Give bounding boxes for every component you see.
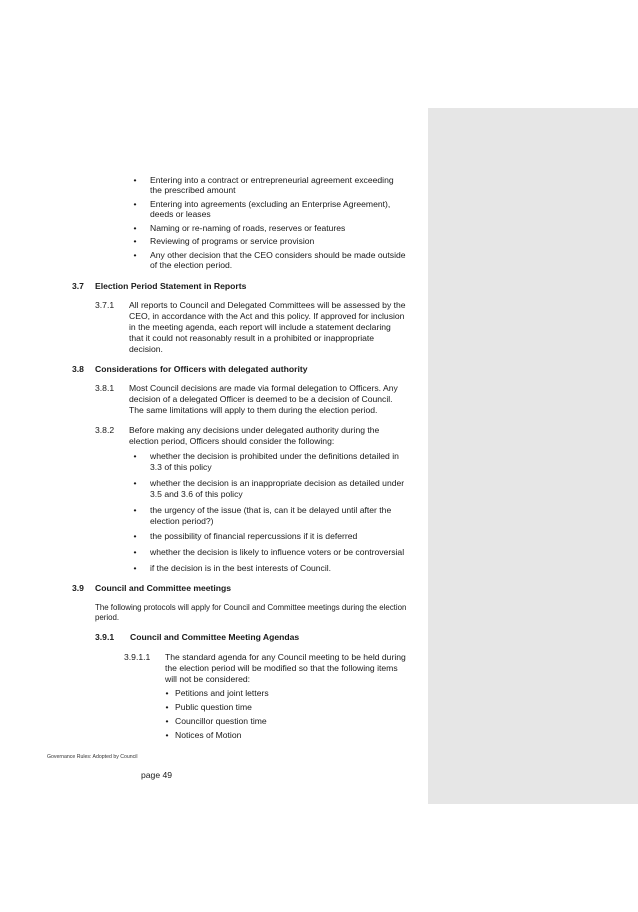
bullet-text: Naming or re-naming of roads, reserves or features — [150, 223, 346, 233]
bullet-marker: • — [133, 223, 137, 233]
section-heading: Council and Committee meetings — [95, 583, 232, 593]
bullet-text: Public question time — [175, 702, 252, 712]
bullet-text: whether the decision is likely to influence voters or be controversial — [150, 547, 405, 557]
paragraph-line: will not be considered: — [165, 674, 251, 684]
bullet-text: Entering into agreements (excluding an Enterprise Agreement), — [150, 199, 391, 209]
bullet-text: Councillor question time — [175, 716, 267, 726]
bullet-text: of the election period. — [150, 260, 233, 270]
comment-pane — [428, 108, 638, 804]
paragraph-line: decision of a delegated Officer is deemed to be a decision of Council. — [129, 394, 393, 404]
bullet-marker: • — [165, 688, 169, 698]
paragraph-line: Before making any decisions under delegated authority during the — [129, 425, 380, 435]
paragraph-line: that it could not reasonably result in a prohibited or inappropriate — [129, 333, 375, 343]
paragraph-line: The following protocols will apply for Council and Committee meetings during the election — [95, 603, 407, 612]
bullet-text: the prescribed amount — [150, 185, 236, 195]
section-number: 3.9 — [72, 583, 84, 593]
bullet-marker: • — [133, 451, 137, 461]
bullet-text: the possibility of financial repercussions if it is deferred — [150, 531, 358, 541]
section-number: 3.8 — [72, 364, 84, 374]
paragraph-line: All reports to Council and Delegated Committees will be assessed by the — [129, 300, 406, 310]
subsection-number: 3.9.1 — [95, 632, 115, 642]
bullet-text: whether the decision is prohibited under the definitions detailed in — [150, 451, 399, 461]
bullet-text: 3.3 of this policy — [150, 462, 212, 472]
bullet-text: Petitions and joint letters — [175, 688, 269, 698]
bullet-text: whether the decision is an inappropriate decision as detailed under — [150, 478, 405, 488]
footer-text: Governance Rules: Adopted by Council — [47, 754, 138, 760]
bullet-text: if the decision is in the best interests of Council. — [150, 563, 332, 573]
bullet-marker: • — [133, 531, 137, 541]
bullet-marker: • — [133, 505, 137, 515]
paragraph-number: 3.8.1 — [95, 383, 115, 393]
bullet-marker: • — [165, 730, 169, 740]
bullet-marker: • — [133, 563, 137, 573]
bullet-marker: • — [165, 716, 169, 726]
bullet-marker: • — [133, 478, 137, 488]
bullet-marker: • — [133, 199, 137, 209]
paragraph-line: the election period will be modified so that the following items — [165, 663, 398, 673]
paragraph-line: decision. — [129, 344, 163, 354]
section-heading: Considerations for Officers with delegated authority — [95, 364, 308, 374]
bullet-text: Notices of Motion — [175, 730, 242, 740]
bullet-marker: • — [165, 702, 169, 712]
page-number: page 49 — [141, 770, 173, 780]
paragraph-number: 3.7.1 — [95, 300, 115, 310]
section-heading: Election Period Statement in Reports — [95, 281, 247, 291]
bullet-text: deeds or leases — [150, 209, 211, 219]
paragraph-line: period. — [95, 613, 120, 622]
bullet-text: Entering into a contract or entrepreneurial agreement exceeding — [150, 175, 394, 185]
bullet-text: 3.5 and 3.6 of this policy — [150, 489, 243, 499]
paragraph-line: Most Council decisions are made via formal delegation to Officers. Any — [129, 383, 398, 393]
subsection-heading: Council and Committee Meeting Agendas — [130, 632, 300, 642]
bullet-marker: • — [133, 547, 137, 557]
bullet-marker: • — [133, 236, 137, 246]
paragraph-line: election period, Officers should consider the following: — [129, 436, 335, 446]
paragraph-line: in the meeting agenda, each report will include a statement declaring — [129, 322, 391, 332]
paragraph-line: The standard agenda for any Council meeting to be held during — [165, 652, 406, 662]
section-number: 3.7 — [72, 281, 84, 291]
bullet-text: Any other decision that the CEO considers should be made outside — [150, 250, 406, 260]
bullet-marker: • — [133, 250, 137, 260]
bullet-text: Reviewing of programs or service provision — [150, 236, 315, 246]
paragraph-line: The same limitations will apply to them during the election period. — [129, 405, 378, 415]
bullet-text: the urgency of the issue (that is, can it be delayed until after the — [150, 505, 392, 515]
paragraph-number: 3.8.2 — [95, 425, 115, 435]
bullet-text: election period?) — [150, 516, 214, 526]
paragraph-line: CEO, in accordance with the Act and this policy. If approved for inclusion — [129, 311, 405, 321]
bullet-marker: • — [133, 175, 137, 185]
paragraph-number: 3.9.1.1 — [124, 652, 151, 662]
